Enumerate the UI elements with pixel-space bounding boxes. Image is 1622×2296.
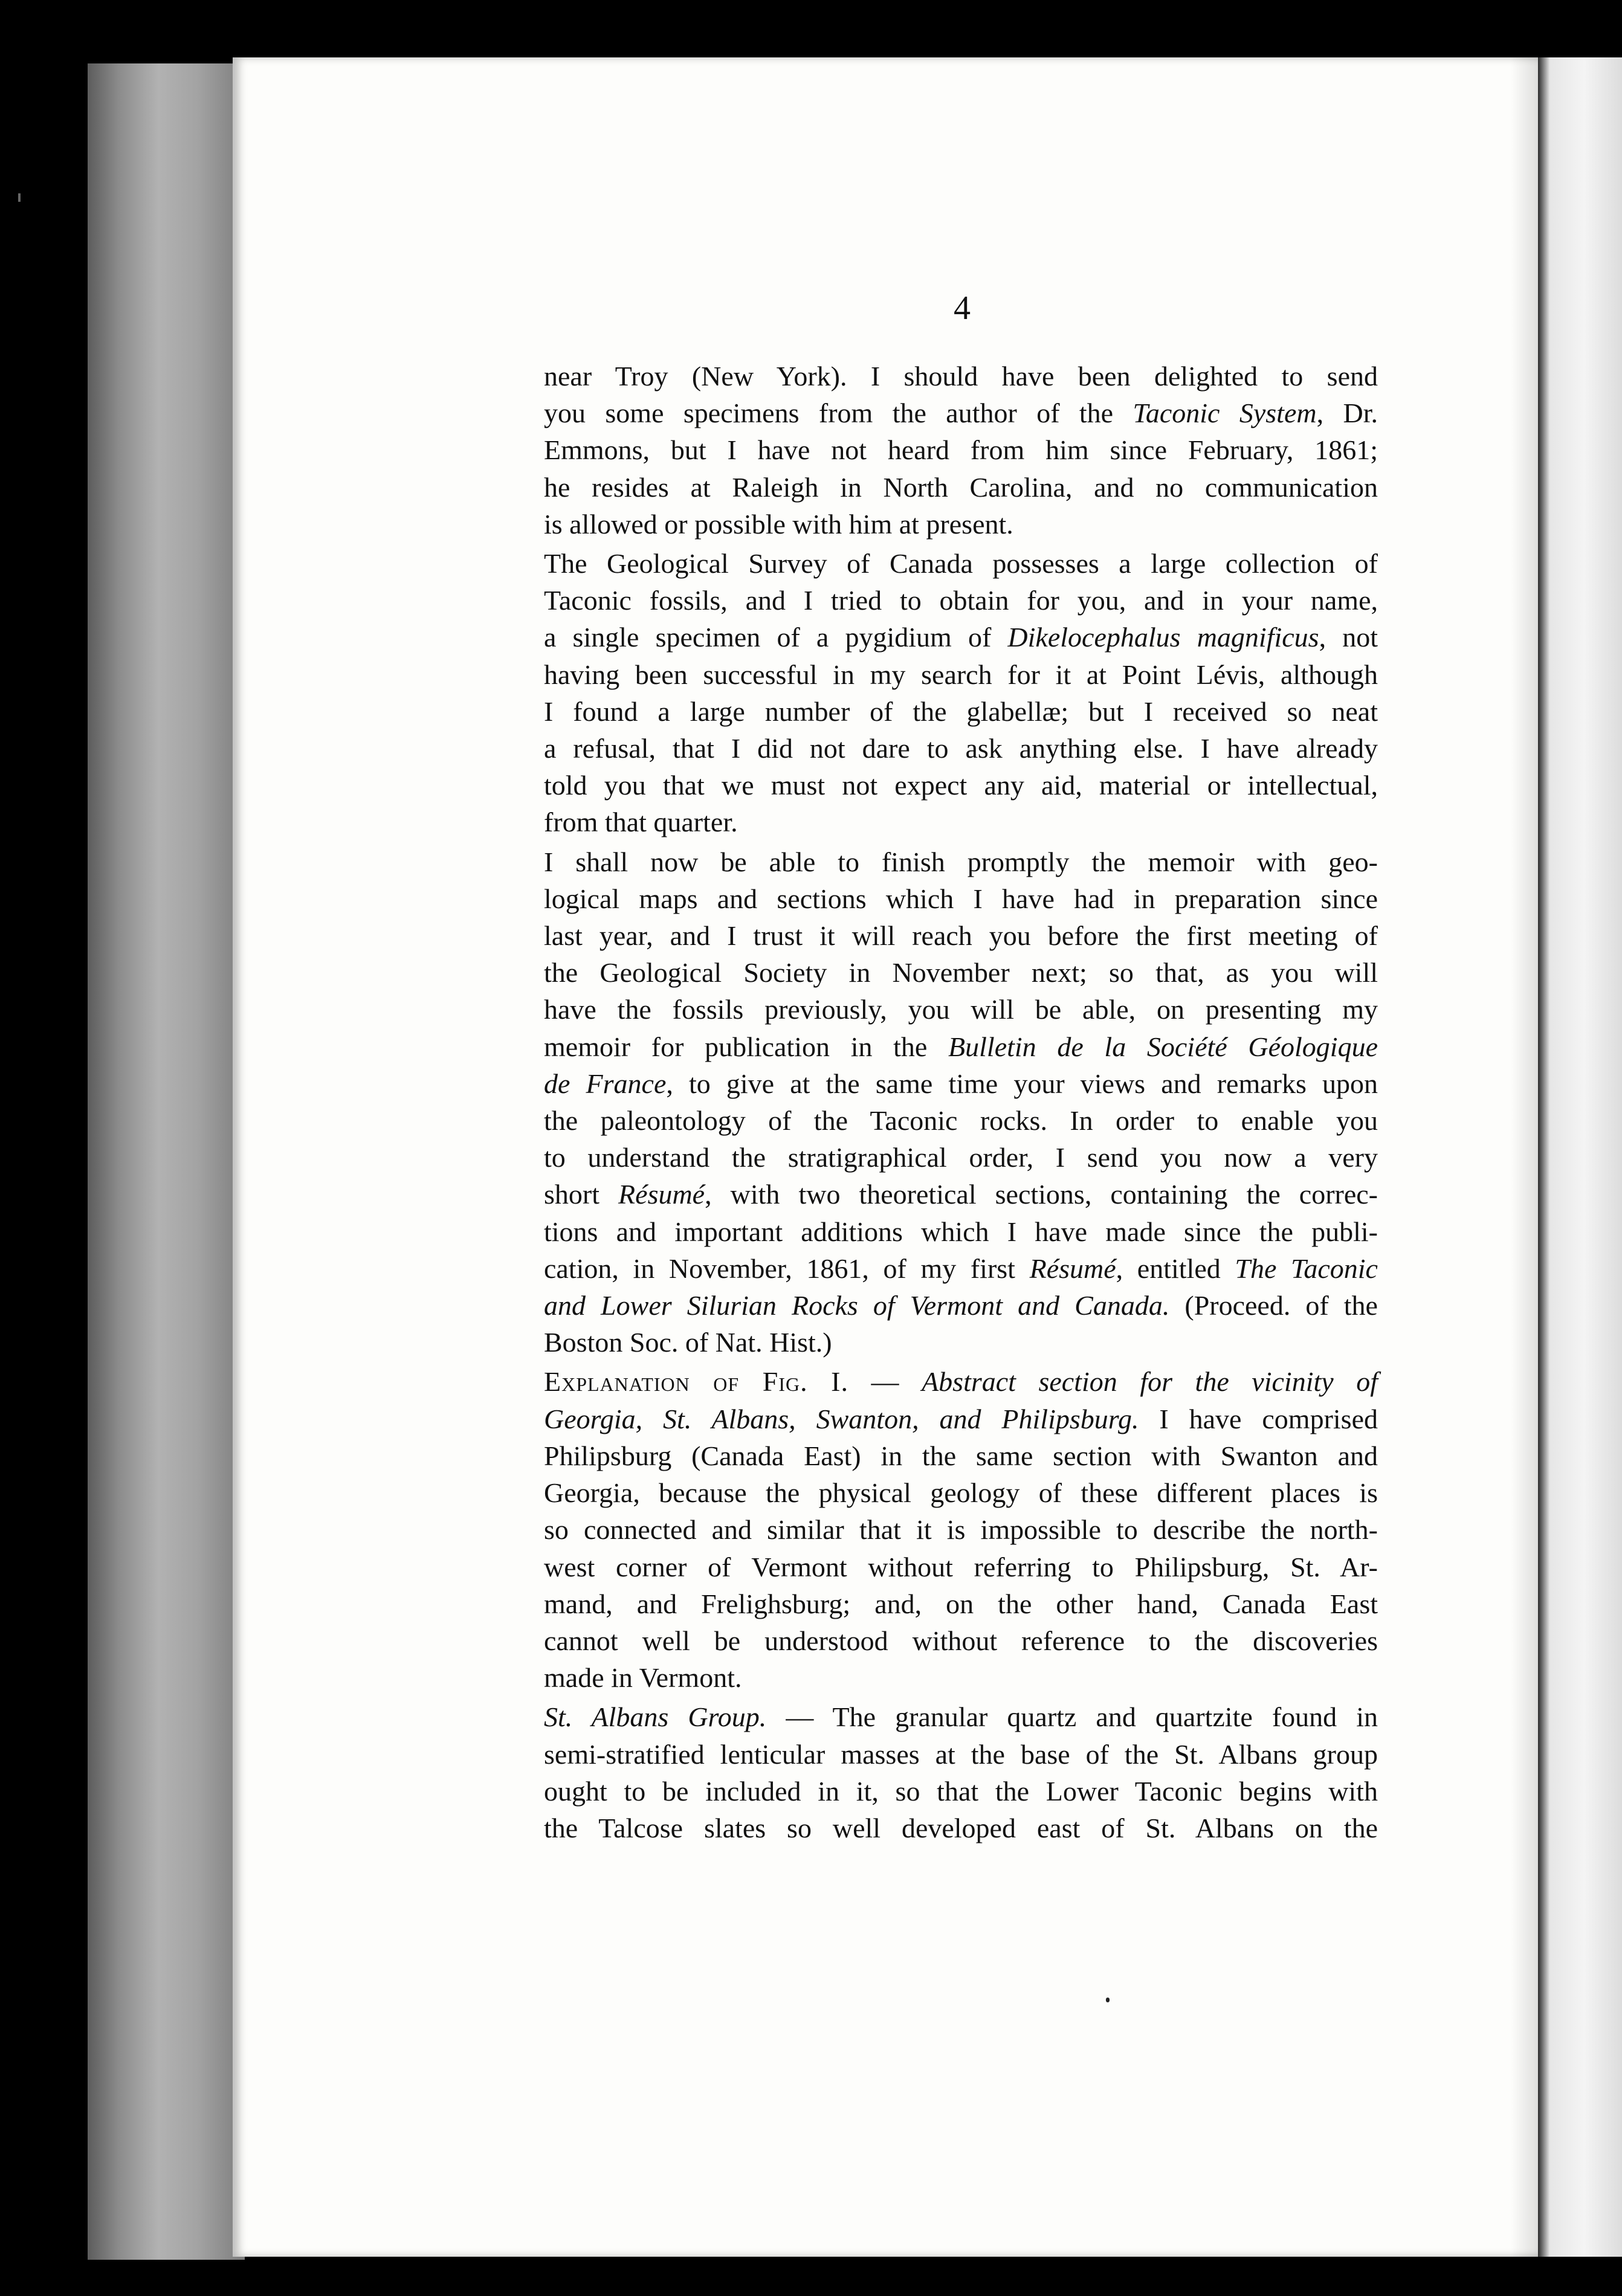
text-line: he resides at Raleigh in North Carolina, and no communication [544, 471, 1378, 503]
text-line: tions and important additions which I have made since the publi- [544, 1216, 1378, 1247]
text-line: a single specimen of a pygidium of Dikelocephalus magnificus, not [544, 622, 1378, 653]
text-line: Philipsburg (Canada East) in the same section with Swanton and [544, 1440, 1378, 1471]
text-line: cation, in November, 1861, of my first Résumé, entitled The Taconic [544, 1253, 1378, 1284]
text-line: The Geological Survey of Canada possesses a large collection of [544, 548, 1378, 579]
text-line: de France, to give at the same time your views and remarks upon [544, 1068, 1378, 1099]
text-line: having been successful in my search for it at Point Lévis, although [544, 659, 1378, 690]
text-line: to understand the stratigraphical order, I send you now a very [544, 1142, 1378, 1173]
text-line: memoir for publication in the Bulletin de la Société Géologique [544, 1031, 1378, 1062]
text-line: from that quarter. [544, 807, 738, 838]
scan-speck [18, 193, 21, 202]
page-number: 4 [954, 289, 971, 327]
section-heading: Explanation of Fig. I. [544, 1366, 848, 1398]
right-page-edge [1538, 57, 1622, 2257]
text-line: last year, and I trust it will reach you before the first meeting of [544, 920, 1378, 952]
text-line: I shall now be able to finish promptly the memoir with geo- [544, 846, 1378, 877]
text-line: west corner of Vermont without referring to Philipsburg, St. Ar- [544, 1551, 1378, 1582]
left-binding-board [88, 63, 245, 2260]
text-line: Georgia, St. Albans, Swanton, and Philipsburg. I have comprised [544, 1403, 1378, 1434]
page-fold-shadow [1511, 57, 1538, 2257]
text-line: have the fossils previously, you will be able, on presenting my [544, 994, 1378, 1025]
text-line: Taconic fossils, and I tried to obtain for you, and in your name, [544, 585, 1378, 616]
text-line: St. Albans Group. — The granular quartz and quartzite found in [544, 1701, 1378, 1733]
text-line: Emmons, but I have not heard from him since February, 1861; [544, 434, 1378, 466]
text-line: the Talcose slates so well developed east of St. Albans on the [544, 1812, 1378, 1843]
page-text [544, 358, 1378, 1846]
text-line: ought to be included in it, so that the Lower Taconic begins with [544, 1775, 1378, 1807]
text-line: near Troy (New York). I should have been delighted to send [544, 361, 1378, 392]
text-line: cannot well be understood without reference to the discoveries [544, 1625, 1378, 1656]
ink-dot [1106, 1998, 1110, 2002]
text-line: the paleontology of the Taconic rocks. In order to enable you [544, 1105, 1378, 1137]
text-line: made in Vermont. [544, 1662, 742, 1694]
paragraph-3 [544, 843, 1378, 1361]
text-line: Georgia, because the physical geology of these different places is [544, 1477, 1378, 1509]
text-line: is allowed or possible with him at present. [544, 508, 1013, 540]
text-line: Boston Soc. of Nat. Hist.) [544, 1327, 832, 1358]
text-line: a refusal, that I did not dare to ask anything else. I have already [544, 733, 1378, 764]
text-line: short Résumé, with two theoretical sections, containing the correc- [544, 1179, 1378, 1210]
text-line: semi-stratified lenticular masses at the base of the St. Albans group [544, 1738, 1378, 1770]
text-line: mand, and Frelighsburg; and, on the other hand, Canada East [544, 1588, 1378, 1619]
text-line: told you that we must not expect any aid, material or intellectual, [544, 770, 1378, 801]
paragraph-2 [544, 545, 1378, 841]
paragraph-1 [544, 358, 1378, 543]
text-line: so connected and similar that it is impossible to describe the north- [544, 1514, 1378, 1546]
text-line: and Lower Silurian Rocks of Vermont and Canada. (Proceed. of the [544, 1290, 1378, 1321]
text-line: logical maps and sections which I have had in preparation since [544, 883, 1378, 914]
paragraph-5 [544, 1698, 1378, 1846]
text-line: Explanation of Fig. I. — Abstract section for the vicinity of [544, 1366, 1378, 1398]
text-line: you some specimens from the author of the Taconic System, Dr. [544, 398, 1378, 429]
paragraph-4 [544, 1363, 1378, 1696]
text-line: I found a large number of the glabellæ; but I received so neat [544, 695, 1378, 727]
text-line: the Geological Society in November next; so that, as you will [544, 957, 1378, 988]
